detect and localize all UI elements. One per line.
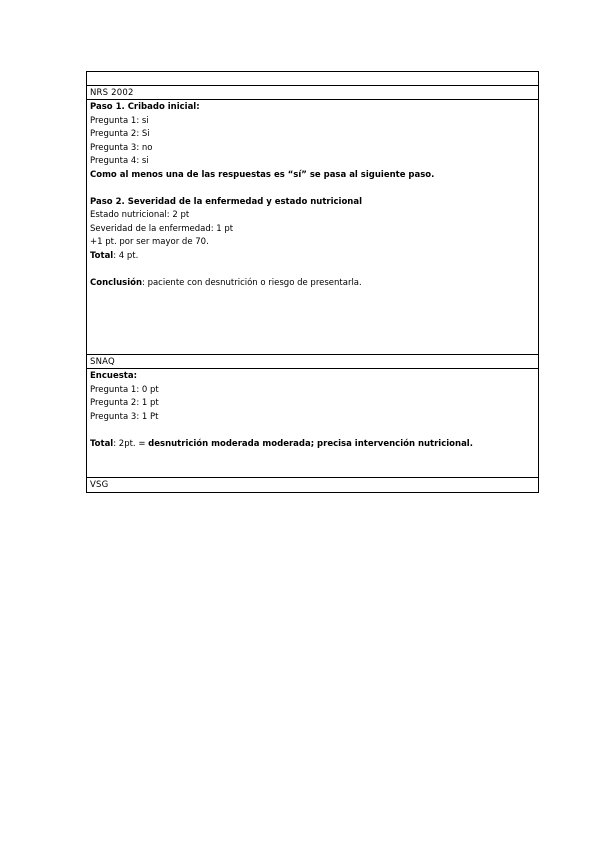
nrs-question-4: Pregunta 4: si xyxy=(90,156,149,166)
empty-top-row xyxy=(87,72,538,86)
snaq-total-label: Total xyxy=(90,438,114,449)
nrs-age-bonus: +1 pt. por ser mayor de 70. xyxy=(90,237,209,247)
nrs-conclusion-value: : paciente con desnutrición o riesgo de presentarla. xyxy=(142,277,362,288)
nrs-step1-note: Como al menos una de las respuestas es “sí” se pasa al siguiente paso. xyxy=(90,169,435,180)
vsg-header: VSG xyxy=(90,480,109,490)
nrs-step1-title: Paso 1. Cribado inicial: xyxy=(90,102,200,112)
snaq-header: SNAQ xyxy=(87,355,538,369)
snaq-content xyxy=(87,369,538,478)
nrs-total xyxy=(90,250,535,264)
nrs-conclusion xyxy=(90,277,535,291)
nrs-nutritional-state: Estado nutricional: 2 pt xyxy=(90,210,190,220)
nrs-total-label: Total xyxy=(90,250,114,261)
nrs-disease-severity: Severidad de la enfermedad: 1 pt xyxy=(90,223,234,234)
snaq-question-3: Pregunta 3: 1 Pt xyxy=(90,411,159,422)
nrs-conclusion-label: Conclusión xyxy=(90,277,142,288)
spacer xyxy=(90,182,535,196)
nrs-question-1: Pregunta 1: si xyxy=(90,115,149,126)
nrs-total-value: : 4 pt. xyxy=(113,250,139,261)
nrs-question-3: Pregunta 3: no xyxy=(90,142,153,153)
assessment-table xyxy=(86,71,539,493)
spacer xyxy=(90,424,535,438)
snaq-total xyxy=(90,438,535,452)
snaq-survey-title: Encuesta: xyxy=(90,371,137,381)
nrs-step2-title: Paso 2. Severidad de la enfermedad y estado nutricional xyxy=(90,196,363,207)
snaq-question-1: Pregunta 1: 0 pt xyxy=(90,384,159,395)
nrs-question-2: Pregunta 2: Si xyxy=(90,129,150,139)
nrs-content xyxy=(87,100,538,355)
nrs-header: NRS 2002 xyxy=(87,86,538,100)
snaq-question-2: Pregunta 2: 1 pt xyxy=(90,398,159,408)
snaq-total-value-plain: : 2pt. = xyxy=(113,438,149,449)
snaq-total-value-bold: desnutrición moderada moderada; precisa intervención nutricional. xyxy=(148,438,473,449)
spacer xyxy=(90,263,535,277)
